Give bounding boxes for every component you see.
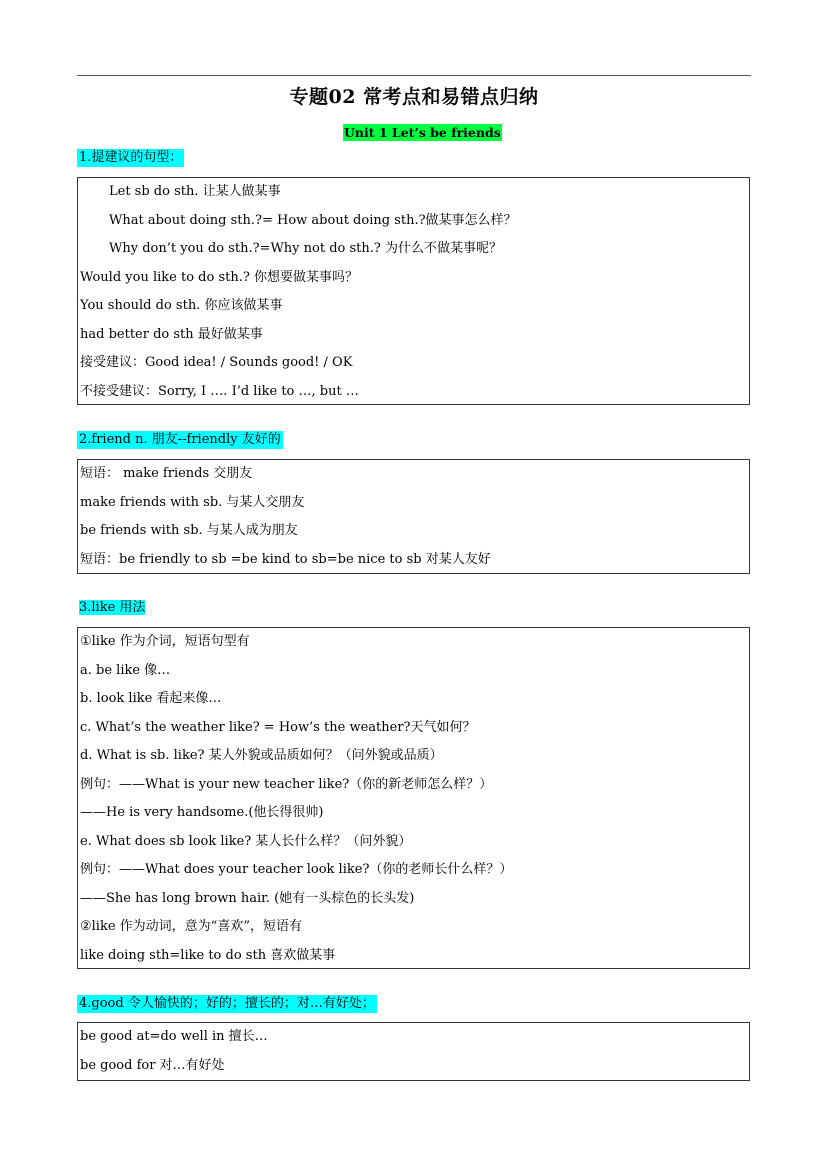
section-3-line: d. What is sb. like? 某人外貌或品质如何？（问外貌或品质） [80, 748, 443, 763]
section-2-box [77, 459, 750, 574]
section-1-line: Let sb do sth. 让某人做某事 [109, 184, 281, 199]
section-1-line: had better do sth 最好做某事 [80, 326, 263, 342]
section-3-heading-rest: 用法 [115, 600, 146, 615]
section-3-line: 例句：——What does your teacher look like?（你的老师长什么样？） [80, 862, 513, 877]
section-3-line: ——She has long brown hair. (她有一头棕色的长头发) [80, 890, 415, 906]
section-3-line: c. What’s the weather like? = How’s the weather?天气如何？ [80, 719, 476, 735]
section-2-heading: 2.friend n. 朋友--friendly 友好的 [79, 432, 281, 447]
section-2-line: 短语：be friendly to sb =be kind to sb=be nice to sb 对某人友好 [80, 551, 491, 567]
section-3-line: b. look like 看起来像… [80, 691, 222, 706]
section-4-line: be good at=do well in 擅长… [80, 1029, 268, 1044]
section-2-line: make friends with sb. 与某人交朋友 [80, 494, 305, 510]
section-3-box [77, 627, 750, 969]
section-4-line: be good for 对…有好处 [80, 1057, 225, 1073]
section-2-line: 短语： make friends 交朋友 [80, 466, 253, 481]
section-1-heading: 1.提建议的句型： [79, 150, 183, 165]
header-rule [77, 75, 751, 76]
section-3-line: ②like 作为动词，意为“喜欢”，短语有 [80, 919, 302, 934]
section-1-line: What about doing sth.?= How about doing sth.?做某事怎么样？ [109, 212, 517, 228]
section-2-line: be friends with sb. 与某人成为朋友 [80, 523, 298, 538]
unit-heading: Unit 1 Let’s be friends [344, 125, 501, 140]
section-1-line: You should do sth. 你应该做某事 [80, 298, 283, 313]
section-3-line: 例句：——What is your new teacher like?（你的新老师怎么样？） [80, 776, 493, 792]
section-3-line: like doing sth=like to do sth 喜欢做某事 [80, 947, 336, 963]
section-1-line: 接受建议：Good idea! / Sounds good! / OK [80, 355, 353, 370]
section-3-line: a. be like 像… [80, 662, 171, 678]
section-4-heading: 4.good 令人愉快的；好的；擅长的；对…有好处； [79, 996, 375, 1011]
section-1-line: 不接受建议：Sorry, I …. I’d like to …, but … [80, 383, 359, 399]
section-1-line: Why don’t you do sth.?=Why not do sth.? 为什么不做某事呢？ [109, 241, 502, 256]
section-1-line: Would you like to do sth.? 你想要做某事吗？ [80, 269, 358, 285]
section-3-line: ——He is very handsome.(他长得很帅) [80, 805, 324, 820]
section-4-box [77, 1022, 750, 1081]
section-3-heading-keyword: 3.like [79, 600, 116, 615]
section-3-heading [77, 599, 147, 617]
section-1-box [77, 177, 750, 405]
page-title: 专题02 常考点和易错点归纳 [289, 86, 539, 108]
section-3-line: ①like 作为介词，短语句型有 [80, 634, 250, 649]
section-3-line: e. What does sb look like? 某人长什么样？（问外貌） [80, 833, 412, 849]
